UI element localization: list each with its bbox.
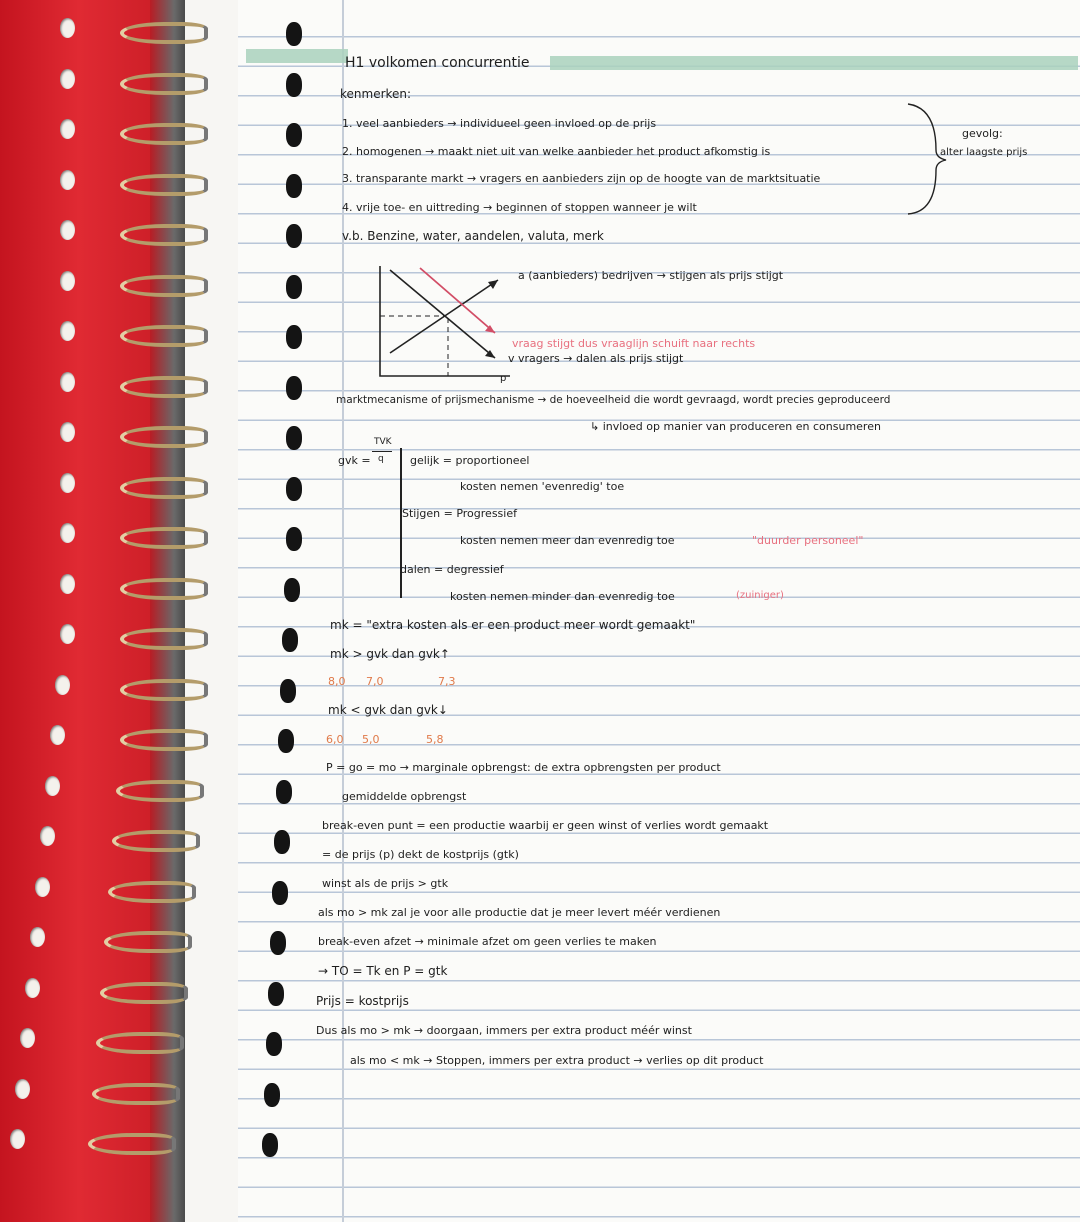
cover-punch-hole (60, 119, 75, 139)
dus-doorgaan: Dus als mo > mk → doorgaan, immers per extra product méér winst (316, 1024, 692, 1037)
shifted-demand-line (420, 268, 495, 333)
cover-punch-hole (35, 877, 50, 897)
gvk-fraction-bar (372, 451, 392, 452)
spiral-ring (120, 275, 208, 297)
to-tk-line: → TO = Tk en P = gtk (318, 964, 448, 978)
spiral-ring (92, 1083, 180, 1105)
prijs-dekt-kostprijs: = de prijs (p) dekt de kostprijs (gtk) (322, 848, 519, 861)
break-even-afzet: break-even afzet → minimale afzet om geen verlies te maken (318, 935, 657, 948)
break-even-punt: break-even punt = een productie waarbij er geen winst of verlies wordt gemaakt (322, 819, 769, 832)
gevolg-text: alter laagste prijs (940, 147, 1028, 158)
stijgen-note: "duurder personeel" (752, 534, 864, 547)
supply-arrowhead (488, 280, 498, 289)
spiral-ring (104, 931, 192, 953)
page-punch-hole (276, 780, 292, 804)
page-punch-hole (284, 578, 300, 602)
kenmerk-1: 1. veel aanbieders → individueel geen invloed op de prijs (342, 117, 657, 130)
spiral-ring (120, 174, 208, 196)
page-punch-hole (274, 830, 290, 854)
spiral-ring (96, 1032, 184, 1054)
graph-p-label: p (500, 373, 507, 384)
spiral-ring (120, 628, 208, 650)
cover-punch-hole (60, 574, 75, 594)
graph-demand-label: v vragers → dalen als prijs stijgt (508, 352, 684, 365)
graph-shift-note: vraag stijgt dus vraaglijn schuift naar rechts (512, 337, 756, 350)
stijgen-desc: kosten nemen meer dan evenredig toe (460, 534, 675, 547)
page-punch-hole (286, 477, 302, 501)
cover-punch-hole (25, 978, 40, 998)
spiral-ring (112, 830, 200, 852)
page-punch-hole (286, 22, 302, 46)
page-punch-hole (268, 982, 284, 1006)
mk-less-val-2: 5,0 (362, 733, 380, 746)
spiral-ring (100, 982, 188, 1004)
winst-line: winst als de prijs > gtk (322, 877, 449, 890)
demand-line (390, 270, 495, 358)
spiral-ring (120, 527, 208, 549)
spiral-ring (120, 679, 208, 701)
cover-punch-hole (60, 69, 75, 89)
mk-greater-val-3: 7,3 (438, 675, 456, 688)
gelijk-label: gelijk = proportioneel (410, 454, 530, 467)
spiral-ring (108, 881, 196, 903)
cover-punch-hole (45, 776, 60, 796)
spiral-ring (120, 325, 208, 347)
spiral-ring (120, 73, 208, 95)
page-punch-hole (278, 729, 294, 753)
cover-punch-hole (60, 473, 75, 493)
page-punch-hole (272, 881, 288, 905)
spiral-ring (120, 376, 208, 398)
cover-punch-hole (60, 220, 75, 240)
cover-punch-hole (60, 321, 75, 341)
page-punch-hole (286, 325, 302, 349)
mk-less-line: mk < gvk dan gvk↓ (328, 703, 448, 717)
mk-greater-val-1: 8,0 (328, 675, 346, 688)
page-punch-hole (286, 224, 302, 248)
cover-punch-hole (60, 422, 75, 442)
page-punch-hole (286, 527, 302, 551)
cover-punch-hole (60, 624, 75, 644)
spiral-ring (120, 22, 208, 44)
spiral-ring (120, 224, 208, 246)
spiral-ring (120, 477, 208, 499)
mo-mk-line: als mo > mk zal je voor alle productie dat je meer levert méér verdienen (318, 906, 721, 919)
page-punch-hole (286, 376, 302, 400)
gvk-label: gvk = (338, 454, 371, 467)
graph-supply-label: a (aanbieders) bedrijven → stijgen als prijs stijgt (518, 269, 784, 282)
cover-punch-hole (30, 927, 45, 947)
page-punch-hole (286, 73, 302, 97)
kenmerk-4: 4. vrije toe- en uittreding → beginnen of stoppen wanneer je wilt (342, 201, 697, 214)
cover-punch-hole (55, 675, 70, 695)
mk-definition: mk = "extra kosten als er een product meer wordt gemaakt" (330, 618, 696, 632)
page-punch-hole (282, 628, 298, 652)
kenmerk-3: 3. transparante markt → vragers en aanbieders zijn op de hoogte van de marktsituatie (342, 172, 821, 185)
cover-punch-hole (60, 271, 75, 291)
cover-punch-hole (10, 1129, 25, 1149)
spiral-ring (120, 578, 208, 600)
supply-demand-graph (370, 258, 520, 388)
mk-greater-line: mk > gvk dan gvk↑ (330, 647, 450, 661)
page-title: H1 volkomen concurrentie (345, 55, 530, 71)
spiral-ring (116, 780, 204, 802)
page-punch-hole (286, 426, 302, 450)
mk-greater-val-2: 7,0 (366, 675, 384, 688)
spiral-ring (88, 1133, 176, 1155)
page-punch-hole (266, 1032, 282, 1056)
cover-punch-hole (50, 725, 65, 745)
prijs-kostprijs: Prijs = kostprijs (316, 994, 409, 1008)
cover-punch-hole (60, 170, 75, 190)
cover-punch-hole (15, 1079, 30, 1099)
page-punch-hole (286, 275, 302, 299)
dus-stoppen: als mo < mk → Stoppen, immers per extra product → verlies op dit product (350, 1054, 764, 1067)
cover-punch-hole (60, 372, 75, 392)
cover-punch-hole (20, 1028, 35, 1048)
gvk-denominator: q (378, 454, 384, 464)
kenmerken-heading: kenmerken: (340, 87, 412, 101)
mk-less-val-1: 6,0 (326, 733, 344, 746)
gvk-numerator: TVK (374, 437, 392, 447)
marktmechanisme-sub: ↳ invloed op manier van produceren en consumeren (590, 420, 881, 433)
marktmechanisme-line: marktmecanisme of prijsmechanisme → de hoeveelheid die wordt gevraagd, wordt precies geproduceerd (336, 394, 891, 406)
page-punch-hole (270, 931, 286, 955)
title-highlight-right (550, 56, 1078, 70)
page-punch-hole (280, 679, 296, 703)
mk-less-val-3: 5,8 (426, 733, 444, 746)
spiral-ring (120, 123, 208, 145)
cover-punch-hole (60, 18, 75, 38)
gemiddelde-opbrengst: gemiddelde opbrengst (342, 790, 467, 803)
gevolg-brace (900, 100, 960, 220)
dalen-note: (zuiniger) (736, 590, 784, 601)
stijgen-label: Stijgen = Progressief (402, 507, 517, 520)
dalen-label: dalen = degressief (400, 563, 504, 576)
page-punch-hole (286, 123, 302, 147)
gevolg-label: gevolg: (962, 127, 1003, 140)
spiral-ring (120, 729, 208, 751)
page-punch-hole (264, 1083, 280, 1107)
page-punch-hole (286, 174, 302, 198)
kenmerk-2: 2. homogenen → maakt niet uit van welke aanbieder het product afkomstig is (342, 145, 771, 158)
gelijk-desc: kosten nemen 'evenredig' toe (460, 480, 625, 493)
cover-punch-hole (40, 826, 55, 846)
cover-punch-hole (60, 523, 75, 543)
example-line: v.b. Benzine, water, aandelen, valuta, merk (342, 229, 604, 243)
dalen-desc: kosten nemen minder dan evenredig toe (450, 590, 675, 603)
spiral-ring (120, 426, 208, 448)
page-punch-hole (262, 1133, 278, 1157)
title-highlight-left (246, 49, 348, 63)
p-go-mo-line: P = go = mo → marginale opbrengst: de extra opbrengsten per product (326, 761, 721, 774)
